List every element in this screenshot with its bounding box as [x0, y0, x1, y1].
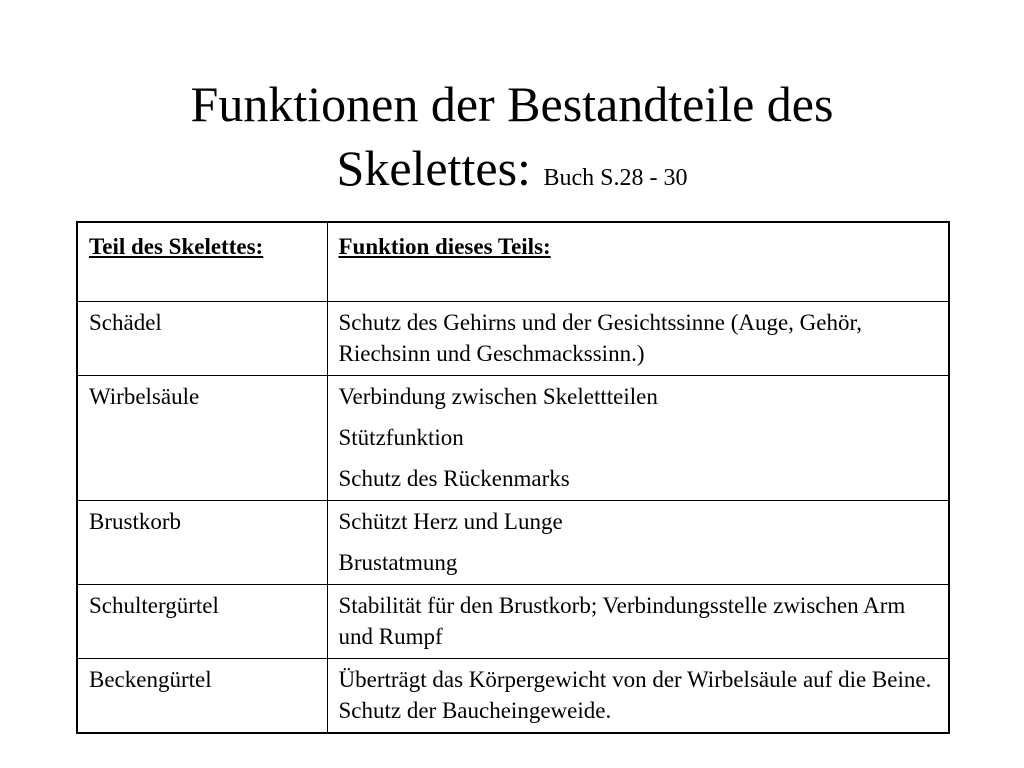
part-cell: Schädel	[77, 302, 327, 376]
header-function-label: Funktion dieses Teils:	[338, 234, 551, 259]
part-cell: Wirbelsäule	[77, 376, 327, 501]
table-row	[77, 376, 949, 501]
function-cell	[327, 302, 949, 376]
function-cell	[327, 585, 949, 659]
function-text: Verbindung zwischen Skelettteilen	[338, 384, 658, 409]
part-cell: Brustkorb	[77, 501, 327, 585]
slide-title	[0, 72, 1024, 210]
header-cell-function	[327, 222, 949, 302]
table-row	[77, 585, 949, 659]
table-header-row	[77, 222, 949, 302]
table-container	[76, 221, 948, 734]
part-cell: Beckengürtel	[77, 659, 327, 734]
title-main-word: Skelettes:	[336, 140, 531, 196]
function-text: Schutz des Gehirns und der Gesichtssinne (Auge, Gehör, Riechsinn und Geschmackssinn.)	[338, 310, 862, 366]
title-subtitle: Buch S.28 - 30	[543, 165, 688, 191]
title-line-2	[0, 136, 1024, 210]
header-part-label: Teil des Skelettes:	[89, 234, 264, 259]
function-cell	[327, 659, 949, 734]
function-text: Stützfunktion	[338, 425, 464, 450]
table-row	[77, 501, 949, 585]
function-text: Schützt Herz und Lunge	[338, 509, 563, 534]
title-line-1: Funktionen der Bestandteile des	[190, 76, 834, 132]
skeleton-functions-table	[76, 221, 950, 734]
function-cell	[327, 376, 949, 501]
function-text: Brustatmung	[338, 550, 458, 575]
part-cell: Schultergürtel	[77, 585, 327, 659]
header-cell-part	[77, 222, 327, 302]
function-text: Stabilität für den Brustkorb; Verbindungsstelle zwischen Arm und Rumpf	[338, 593, 906, 649]
table-row	[77, 302, 949, 376]
function-cell	[327, 501, 949, 585]
table-row	[77, 659, 949, 734]
function-text: Überträgt das Körpergewicht von der Wirbelsäule auf die Beine. Schutz der Baucheingeweide.	[338, 667, 932, 723]
function-text: Schutz des Rückenmarks	[338, 466, 570, 491]
